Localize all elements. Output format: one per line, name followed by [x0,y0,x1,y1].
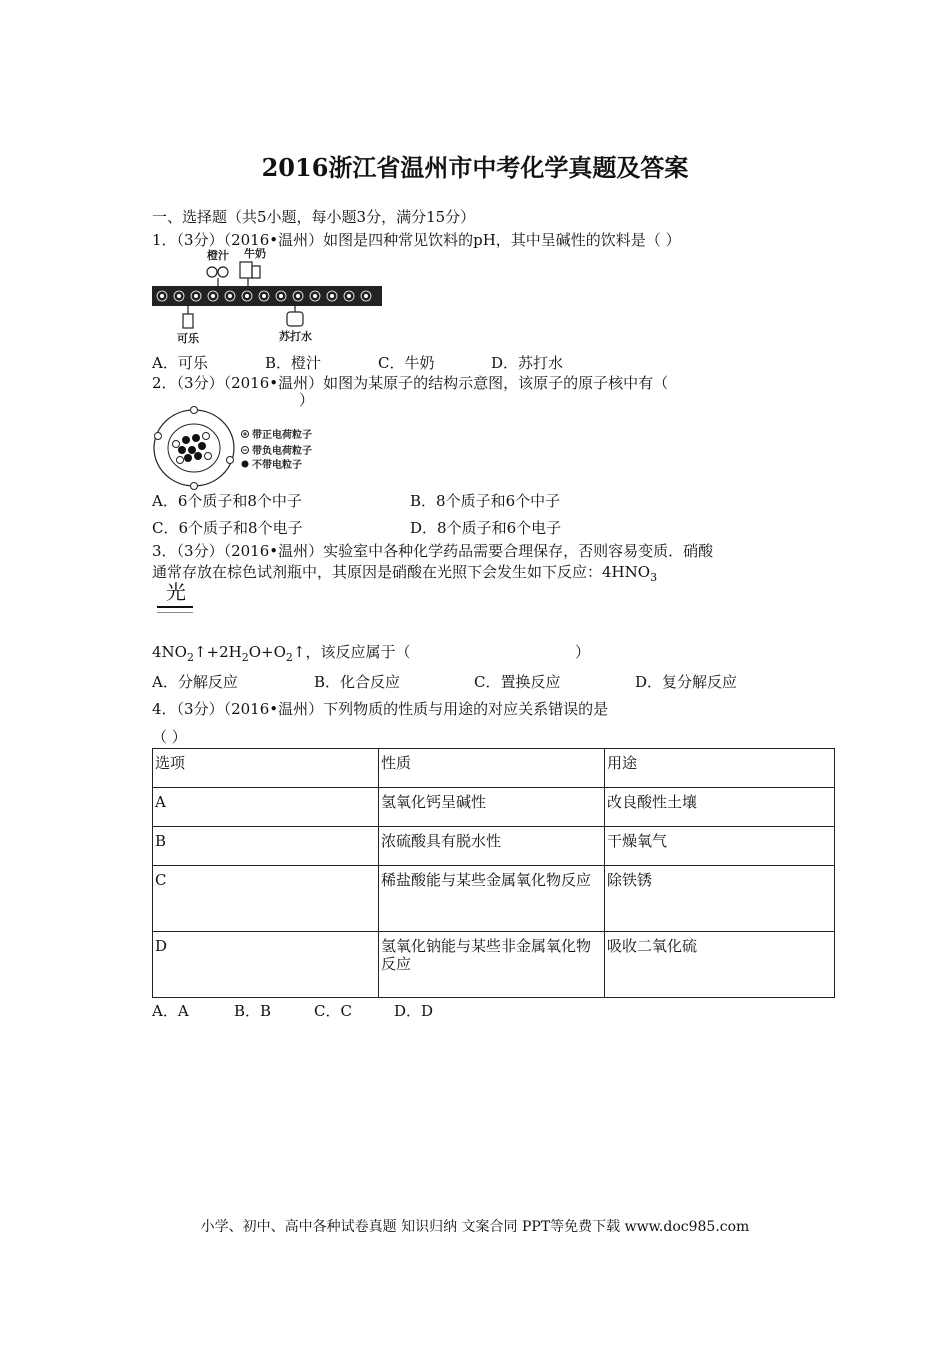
q3-option-d: D．复分解反应 [635,673,738,691]
section-heading: 一、选择题（共5小题，每小题3分，满分15分） [152,208,476,226]
q1-option-a: A．可乐 [152,354,208,372]
atom-structure-figure [152,406,327,490]
table-row [153,788,835,827]
q2-option-a: A．6个质子和8个中子 [152,492,302,510]
q2-option-b: B．8个质子和6个中子 [410,492,561,510]
q2-stem: 2．（3分）（2016•温州）如图为某原子的结构示意图，该原子的原子核中有（ [152,374,669,392]
q4-option-d: D．D [394,1002,434,1020]
table-row [153,932,835,998]
table-cell: 除铁锈 [605,866,835,932]
q1-stem: 1．（3分）（2016•温州）如图是四种常见饮料的pH，其中呈碱性的饮料是（ ） [152,231,681,249]
q3-stem-line1: 3．（3分）（2016•温州）实验室中各种化学药品需要合理保存，否则容易变质．硝酸 [152,542,714,560]
q2-option-c: C．6个质子和8个电子 [152,519,303,537]
table-cell: 氢氧化钠能与某些非金属氧化物反应 [379,932,605,998]
reaction-condition: 光 [157,580,193,613]
label-orange-juice: 橙汁 [207,249,229,262]
table-header-cell: 性质 [379,749,605,788]
q3-option-b: B．化合反应 [314,673,401,691]
table-cell: D [153,932,379,998]
q1-option-d: D．苏打水 [491,354,564,372]
label-cola: 可乐 [177,332,199,345]
q3-equation: $4NO_2↑+2H_2O+O_2↑$，该反应属于（ [152,643,411,664]
table-header-row [153,749,835,788]
q2-stem-end: ） [299,391,315,409]
table-cell: A [153,788,379,827]
q4-option-a: A．A [152,1002,189,1020]
q1-option-b: B．橙汁 [265,354,322,372]
label-milk: 牛奶 [244,248,266,260]
table-row [153,866,835,932]
table-cell: 氢氧化钙呈碱性 [379,788,605,827]
ph-scale-figure [152,248,384,346]
page-title: 2016浙江省温州市中考化学真题及答案 [261,153,689,182]
table-cell: 改良酸性土壤 [605,788,835,827]
table-cell: 干燥氧气 [605,827,835,866]
legend-positive: 带正电荷粒子 [252,430,312,441]
table-header-cell: 用途 [605,749,835,788]
q4-answer-paren: （ ） [152,728,187,746]
label-soda-water: 苏打水 [279,330,312,343]
q2-option-d: D．8个质子和6个电子 [410,519,562,537]
table-cell: B [153,827,379,866]
q4-table [152,748,835,998]
q4-option-c: C．C [314,1002,352,1020]
q4-option-b: B．B [234,1002,272,1020]
q3-option-c: C．置换反应 [474,673,561,691]
table-cell: C [153,866,379,932]
q4-stem: 4．（3分）（2016•温州）下列物质的性质与用途的对应关系错误的是 [152,700,609,718]
q3-option-a: A．分解反应 [152,673,238,691]
table-header-cell: 选项 [153,749,379,788]
table-cell: 浓硫酸具有脱水性 [379,827,605,866]
q3-answer-paren: ） [575,643,591,661]
table-cell: 稀盐酸能与某些金属氧化物反应 [379,866,605,932]
legend-neutral: 不带电粒子 [252,460,302,471]
legend-negative: 带负电荷粒子 [252,446,312,457]
q3-stem-line2: 通常存放在棕色试剂瓶中，其原因是硝酸在光照下会发生如下反应：$4HNO_3$ [152,563,658,584]
table-row [153,827,835,866]
page-footer: 小学、初中、高中各种试卷真题 知识归纳 文案合同 PPT等免费下载 www.doc985.com [200,1219,750,1235]
q1-option-c: C．牛奶 [378,354,435,372]
table-cell: 吸收二氧化硫 [605,932,835,998]
